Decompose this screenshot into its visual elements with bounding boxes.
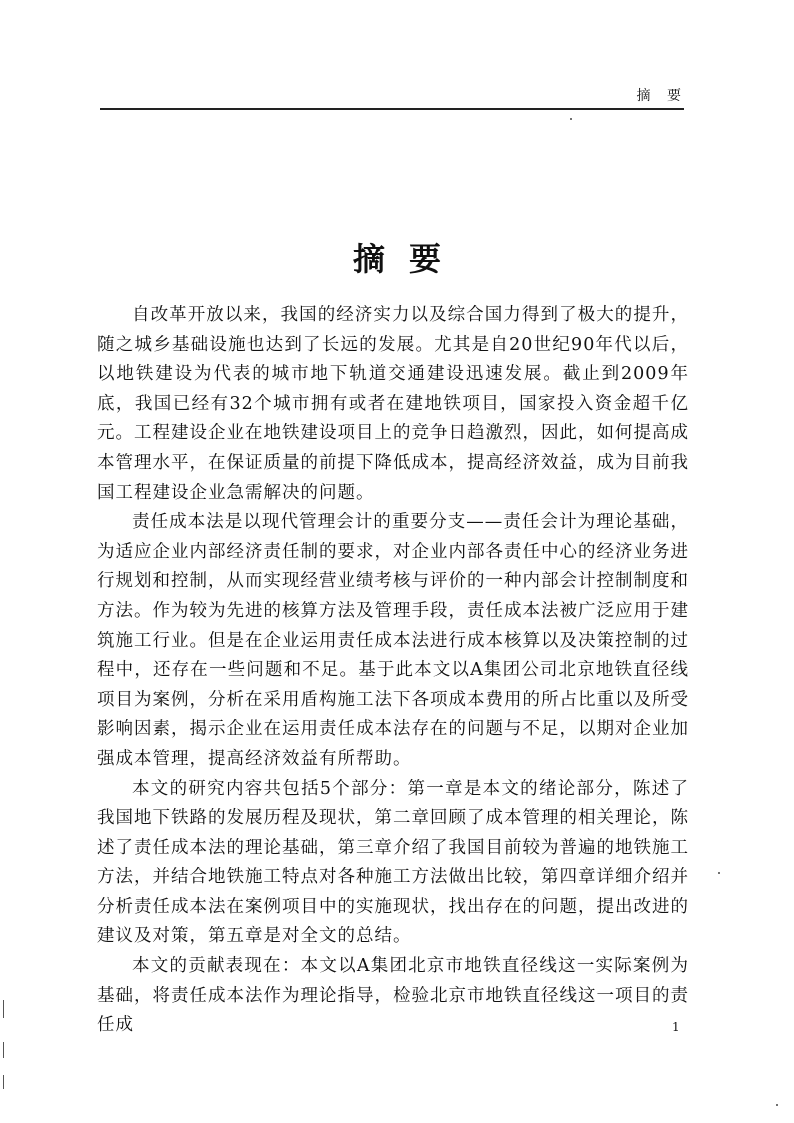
abstract-body [97, 301, 689, 1041]
paragraph-4: 本文的贡献表现在：本文以A集团北京市地铁直径线这一实际案例为基础，将责任成本法作为理论指导，检验北京市地铁直径线这一项目的责任成 [97, 956, 689, 1036]
scan-edge-mark [3, 1075, 4, 1089]
page-title: 摘要 [352, 240, 465, 279]
scan-speck [570, 118, 572, 120]
running-head: 摘 要 [636, 88, 687, 104]
paragraph-3: 本文的研究内容共包括5个部分：第一章是本文的绪论部分，陈述了我国地下铁路的发展历程及现状，第二章回顾了成本管理的相关理论，陈述了责任成本法的理论基础，第三章介绍了我国目前较为普遍的地铁施工方法，并结合地铁施工特点对各种施工方法做出比较，第四章详细介绍并分析责任成本法在案例项目中的实施现状，找出存在的问题，提出改进的建议及对策，第五章是对全文的总结。 [97, 778, 689, 947]
header-rule [100, 108, 684, 110]
scan-edge-mark [3, 1000, 4, 1018]
scan-speck [718, 872, 720, 874]
scan-speck [776, 1104, 778, 1106]
paragraph-2: 责任成本法是以现代管理会计的重要分支——责任会计为理论基础，为适应企业内部经济责任制的要求，对企业内部各责任中心的经济业务进行规划和控制，从而实现经营业绩考核与评价的一种内部会计控制制度和方法。作为较为先进的核算方法及管理手段，责任成本法被广泛应用于建筑施工行业。但是在企业运用责任成本法进行成本核算以及决策控制的过程中，还存在一些问题和不足。基于此本文以A集团公司北京地铁直径线项目为案例，分析在采用盾构施工法下各项成本费用的所占比重以及所受影响因素，揭示企业在运用责任成本法存在的问题与不足，以期对企业加强成本管理，提高经济效益有所帮助。 [97, 512, 689, 769]
scan-edge-mark [3, 1042, 4, 1058]
page-number: 1 [672, 1020, 680, 1034]
paragraph-1: 自改革开放以来，我国的经济实力以及综合国力得到了极大的提升，随之城乡基础设施也达到了长远的发展。尤其是自20世纪90年代以后，以地铁建设为代表的城市地下轨道交通建设迅速发展。截止到2009年底，我国已经有32个城市拥有或者在建地铁项目，国家投入资金超千亿元。工程建设企业在地铁建设项目上的竞争日趋激烈，因此，如何提高成本管理水平，在保证质量的前提下降低成本，提高经济效益，成为目前我国工程建设企业急需解决的问题。 [97, 305, 689, 503]
